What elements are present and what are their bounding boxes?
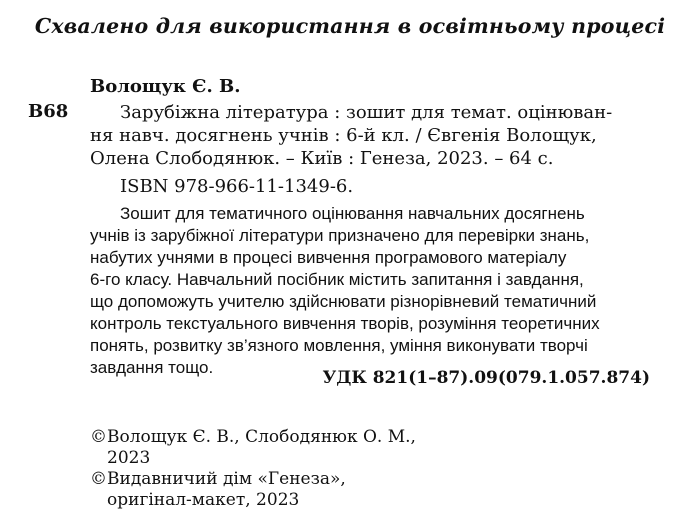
copyright-line: ©Видавничий дім «Генеза», <box>90 469 346 489</box>
biblio-line: Олена Слободянюк. – Київ : Генеза, 2023. – 64 с. <box>90 148 554 169</box>
copyright-block <box>90 427 416 511</box>
udc-code: УДК 821(1–87).09(079.1.057.874) <box>322 368 650 388</box>
library-class-code: В68 <box>28 101 69 122</box>
annotation-line: набутих учнями в процесі вивчення програмового матеріалу <box>90 248 567 267</box>
annotation-line: понять, розвитку зв’язного мовлення, уміння виконувати творчі <box>90 336 588 355</box>
copyright-line: 2023 <box>107 448 151 468</box>
approval-statement: Схвалено для використання в освітньому процесі <box>34 14 666 38</box>
biblio-line: Зарубіжна література : зошит для темат. оцінюван- <box>120 102 613 123</box>
copyright-line: оригінал-макет, 2023 <box>107 490 300 510</box>
author-heading: Волощук Є. В. <box>90 76 241 97</box>
isbn: ISBN 978-966-11-1349-6. <box>120 176 354 197</box>
annotation-line: контроль текстуального вивчення творів, розуміння теоретичних <box>90 314 600 333</box>
biblio-line: ня навч. досягнень учнів : 6-й кл. / Євгенія Волощук, <box>90 125 597 146</box>
annotation-line: Зошит для тематичного оцінювання навчальних досягнень <box>120 204 585 223</box>
annotation <box>90 203 600 379</box>
annotation-line: учнів із зарубіжної літератури призначено для перевірки знань, <box>90 226 590 245</box>
annotation-line: завдання тощо. <box>90 358 214 377</box>
annotation-line: 6-го класу. Навчальний посібник містить запитання і завдання, <box>90 270 584 289</box>
annotation-line: що допоможуть учителю здійснювати різнорівневий тематичний <box>90 292 597 311</box>
bibliographic-description <box>90 101 650 170</box>
copyright-line: ©Волощук Є. В., Слободянюк О. М., <box>90 427 416 447</box>
